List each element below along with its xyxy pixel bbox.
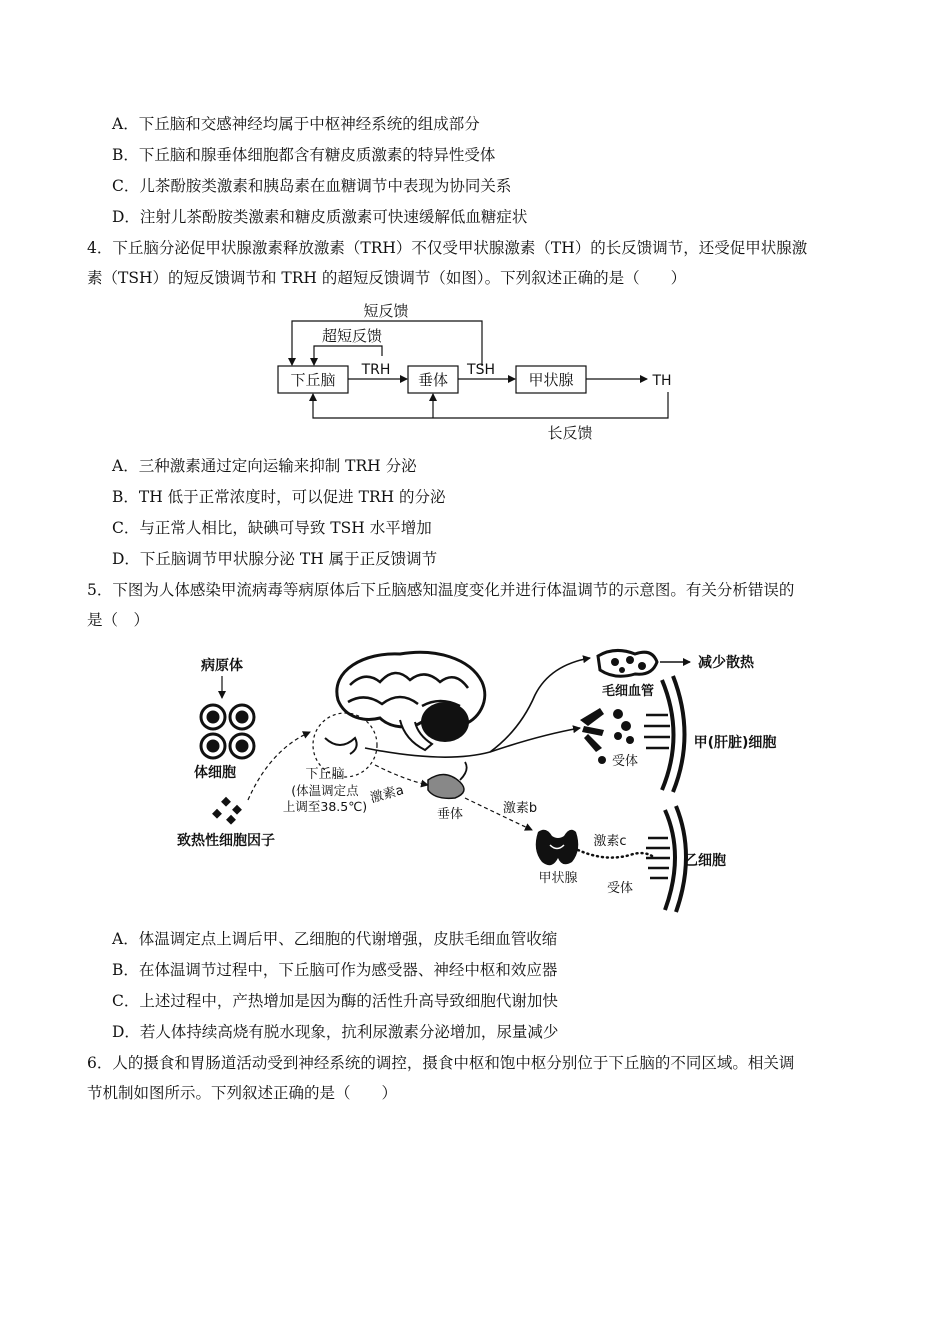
- receptor-upper-label: 受体: [611, 754, 639, 769]
- cell-b-membrane-icon: [646, 806, 686, 912]
- q6-stem-line2: 节机制如图所示。下列叙述正确的是（ ）: [87, 1084, 398, 1102]
- setpoint-line2: 上调至38.5℃): [282, 799, 368, 814]
- pyrogen-dots-icon: [212, 797, 242, 825]
- reduce-heat-label: 减少散热: [698, 655, 754, 671]
- pyrogen-label: 致热性细胞因子: [177, 833, 275, 849]
- hormone-b-label: 激素b: [502, 801, 538, 816]
- thyroid-label: 甲状腺: [538, 871, 578, 886]
- q5-option-a: A．体温调定点上调后甲、乙细胞的代谢增强，皮肤毛细血管收缩: [112, 930, 558, 948]
- hormone-a-label: 激素a: [368, 782, 406, 807]
- pathogen-label: 病原体: [201, 658, 243, 674]
- receptor-lower-label: 受体: [606, 881, 634, 896]
- q3-option-d: D．注射儿茶酚胺类激素和糖皮质激素可快速缓解低血糖症状: [112, 208, 528, 226]
- body-cells-icon: [201, 705, 254, 758]
- q4-option-a: A．三种激素通过定向运输来抑制 TRH 分泌: [112, 457, 417, 475]
- hypothalamus-label: 下丘脑: [290, 371, 336, 389]
- cell-a-label: 甲(肝脏)细胞: [693, 735, 777, 751]
- short-feedback-line: [292, 321, 482, 366]
- q5-stem-line1: 5．下图为人体感染甲流病毒等病原体后下丘脑感知温度变化并进行体温调节的示意图。有关分析错误的: [87, 581, 795, 599]
- q5-option-b: B．在体温调节过程中，下丘脑可作为感受器、神经中枢和效应器: [112, 961, 558, 979]
- q4-option-c: C．与正常人相比，缺碘可导致 TSH 水平增加: [112, 519, 432, 537]
- hormone-c-label: 激素c: [593, 834, 627, 849]
- ultra-short-feedback-label: 超短反馈: [321, 327, 383, 345]
- tsh-label: TSH: [467, 362, 495, 378]
- pituitary-label: 垂体: [417, 371, 449, 389]
- feedback-diagram: [270, 296, 690, 444]
- short-feedback-label: 短反馈: [363, 302, 409, 320]
- q5-stem-line2: 是（ ）: [87, 611, 150, 629]
- body-cell-label: 体细胞: [194, 765, 236, 781]
- q3-option-b: B．下丘脑和腺垂体细胞都含有糖皮质激素的特异性受体: [112, 146, 496, 164]
- cell-b-label: 乙细胞: [684, 853, 726, 869]
- hypothalamus-label: 下丘脑: [305, 767, 345, 782]
- setpoint-line1: (体温调定点: [291, 783, 359, 798]
- q5-option-d: D．若人体持续高烧有脱水现象，抗利尿激素分泌增加，尿量减少: [112, 1023, 559, 1041]
- pituitary-icon: [428, 762, 467, 798]
- q3-option-c: C．儿茶酚胺类激素和胰岛素在血糖调节中表现为协同关系: [112, 177, 512, 195]
- q4-stem-line1: 4．下丘脑分泌促甲状腺激素释放激素（TRH）不仅受甲状腺激素（TH）的长反馈调节，还受促甲状腺激: [87, 239, 808, 257]
- th-label: TH: [652, 373, 672, 389]
- thyroid-icon: [536, 830, 579, 865]
- pituitary-label: 垂体: [436, 807, 464, 822]
- q4-option-b: B．TH 低于正常浓度时，可以促进 TRH 的分泌: [112, 488, 446, 506]
- thermoregulation-figure: [160, 640, 800, 918]
- long-feedback-line: [313, 392, 668, 418]
- capillary-icon: [598, 650, 657, 676]
- q5-option-c: C．上述过程中，产热增加是因为酶的活性升高导致细胞代谢加快: [112, 992, 558, 1010]
- brain-icon: [337, 652, 485, 750]
- q4-stem-line2: 素（TSH）的短反馈调节和 TRH 的超短反馈调节（如图）。下列叙述正确的是（ ）: [87, 269, 687, 287]
- q3-option-a: A．下丘脑和交感神经均属于中枢神经系统的组成部分: [112, 115, 480, 133]
- trh-label: TRH: [361, 362, 391, 378]
- long-feedback-label: 长反馈: [547, 424, 593, 442]
- q6-stem-line1: 6．人的摄食和胃肠道活动受到神经系统的调控，摄食中枢和饱中枢分别位于下丘脑的不同区域。相关调: [87, 1054, 795, 1072]
- capillary-label: 毛细血管: [601, 684, 655, 699]
- q4-option-d: D．下丘脑调节甲状腺分泌 TH 属于正反馈调节: [112, 550, 438, 568]
- thyroid-label: 甲状腺: [528, 371, 574, 389]
